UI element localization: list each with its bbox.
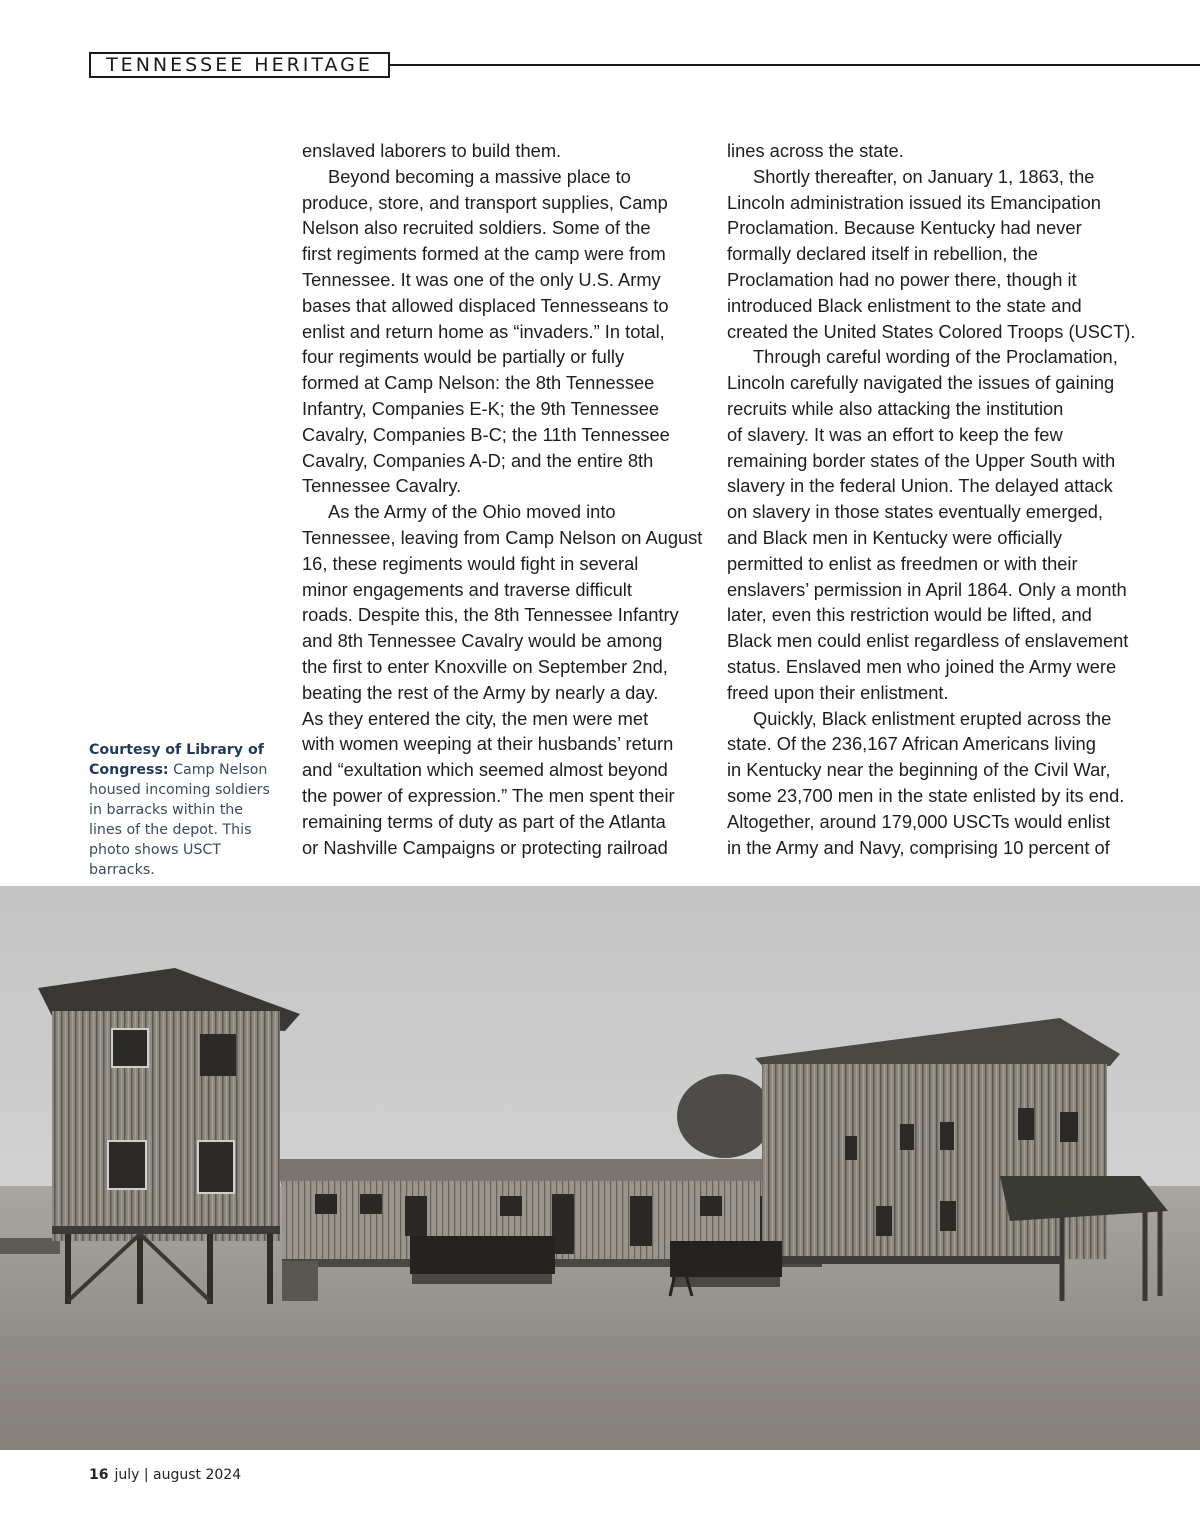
text-line: on slavery in those states eventually emerged, [727,501,1103,523]
text-line: remaining terms of duty as part of the Atlanta [302,810,666,832]
text-line: Nelson also recruited soldiers. Some of the [302,217,651,239]
text-line: the power of expression.” The men spent their [302,784,675,806]
text-line: Beyond becoming a massive place to [328,165,631,187]
text-line: Lincoln carefully navigated the issues of gaining [727,372,1115,394]
page-footer [89,1467,241,1483]
text-line: bases that allowed displaced Tennesseans to [302,294,669,316]
text-line: Lincoln administration issued its Emancipation [727,191,1101,213]
text-line: enslavers’ permission in April 1864. Only a month [727,578,1127,600]
tree [677,1074,773,1158]
text-line: remaining border states of the Upper South with [727,449,1116,471]
text-line: Shortly thereafter, on January 1, 1863, the [753,165,1095,187]
text-line: Tennessee, leaving from Camp Nelson on August [302,526,703,548]
photo-caption [89,740,274,880]
text-line: state. Of the 236,167 African Americans living [727,733,1096,755]
foreground-dirt [0,1336,1200,1450]
text-line: Cavalry, Companies A-D; and the entire 8th [302,449,654,471]
text-line: 16, these regiments would fight in several [302,552,639,574]
text-line: four regiments would be partially or fully [302,346,625,368]
article-column-2 [727,138,1136,860]
caption-credit: Courtesy of Library of Congress: [89,742,264,778]
text-line: Quickly, Black enlistment erupted across the [753,707,1112,729]
issue-date: july | august 2024 [114,1467,242,1483]
distant-structure [0,1238,60,1254]
text-line: As the Army of the Ohio moved into [328,501,616,523]
text-line: Tennessee Cavalry. [302,475,462,497]
text-line: beating the rest of the Army by nearly a day. [302,681,659,703]
page-number: 16 [89,1467,109,1483]
text-line: later, even this restriction would be lifted, and [727,604,1092,626]
text-line: Proclamation. Because Kentucky had never [727,217,1082,239]
barracks-right [755,1018,1168,1301]
article-column-1 [302,138,707,860]
text-line: the first to enter Knoxville on September 2nd, [302,655,668,677]
text-line: produce, store, and transport supplies, Camp [302,191,668,213]
text-line: Altogether, around 179,000 USCTs would enlist [727,810,1111,832]
text-line: recruits while also attacking the institution [727,397,1064,419]
text-line: created the United States Colored Troops (USCT). [727,320,1136,342]
text-line: enlist and return home as “invaders.” In total, [302,320,665,342]
text-line: and “exultation which seemed almost beyond [302,759,668,781]
text-line: and Black men in Kentucky were officially [727,526,1062,548]
section-label: TENNESSEE HERITAGE [89,52,390,78]
text-line: Tennessee. It was one of the only U.S. Army [302,268,661,290]
caption-text: Camp Nelson housed incoming soldiers in barracks within the lines of the depot. This photo shows USCT barracks. [89,762,270,878]
text-line: minor engagements and traverse difficult [302,578,632,600]
text-line: with women weeping at their husbands’ return [302,733,674,755]
text-line: of slavery. It was an effort to keep the few [727,423,1063,445]
text-line: permitted to enlist as freedmen or with their [727,552,1078,574]
text-line: As they entered the city, the men were met [302,707,649,729]
text-line: status. Enslaved men who joined the Army were [727,655,1117,677]
text-line: lines across the state. [727,140,904,161]
text-line: Through careful wording of the Proclamation, [753,346,1118,368]
text-line: enslaved laborers to build them. [302,140,562,161]
header-rule [390,64,1200,66]
text-line: Infantry, Companies E-K; the 9th Tennessee [302,397,660,419]
text-line: some 23,700 men in the state enlisted by its end. [727,784,1125,806]
text-line: first regiments formed at the camp were from [302,243,666,265]
text-line: in the Army and Navy, comprising 10 percent of [727,836,1110,858]
text-line: slavery in the federal Union. The delayed attack [727,475,1113,497]
barracks-photo-illustration [0,886,1200,1450]
text-line: in Kentucky near the beginning of the Civil War, [727,759,1111,781]
text-line: or Nashville Campaigns or protecting railroad [302,836,668,858]
text-line: freed upon their enlistment. [727,681,949,703]
text-line: introduced Black enlistment to the state and [727,294,1082,316]
text-line: Proclamation had no power there, though it [727,268,1077,290]
text-line: Black men could enlist regardless of enslavement [727,630,1129,652]
text-line: and 8th Tennessee Cavalry would be among [302,630,663,652]
text-line: formed at Camp Nelson: the 8th Tennessee [302,372,655,394]
text-line: Cavalry, Companies B-C; the 11th Tennessee [302,423,670,445]
barracks-photo [0,886,1200,1450]
text-line: formally declared itself in rebellion, the [727,243,1038,265]
text-line: roads. Despite this, the 8th Tennessee Infantry [302,604,679,626]
